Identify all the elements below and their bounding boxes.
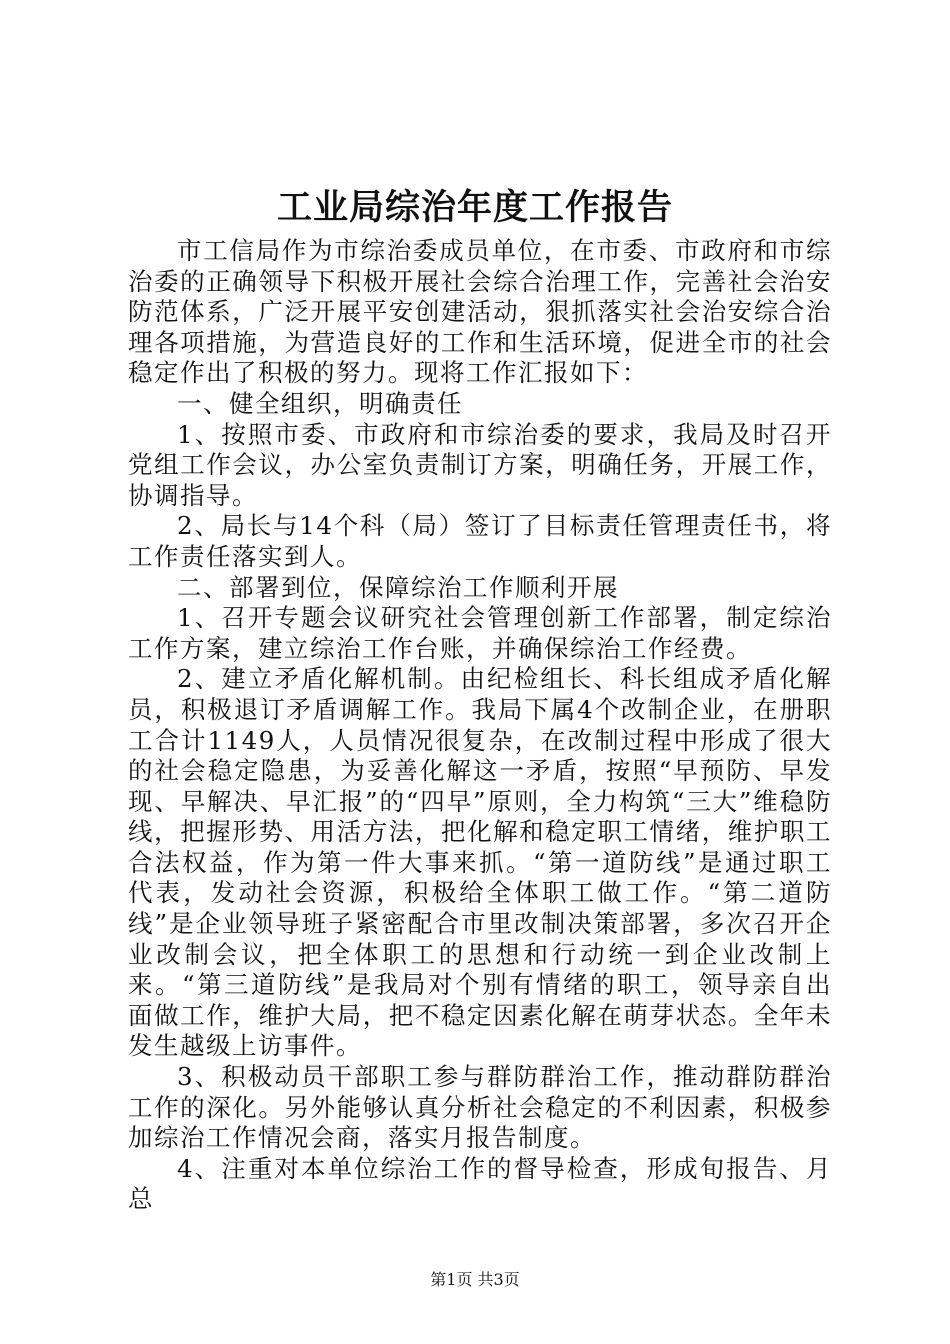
paragraph-2-2: 2、建立矛盾化解机制。由纪检组长、科长组成矛盾化解员，积极退订矛盾调解工作。我局下属4个改制企业，在册职工合计1149人，人员情况很复杂，在改制过程中形成了很大的社会稳定隐患，为妥善化解这一矛盾，按照“早预防、早发现、早解决、早汇报”的“四早”原则，全力构筑“三大”维稳防线，把握形势、用活方法，把化解和稳定职工情绪，维护职工合法权益，作为第一件大事来抓。“第一道防线”是通过职工代表，发动社会资源，积极给全体职工做工作。“第二道防线”是企业领导班子紧密配合市里改制决策部署，多次召开企业改制会议，把全体职工的思想和行动统一到企业改制上来。“第三道防线”是我局对个别有情绪的职工，领导亲自出面做工作，维护大局，把不稳定因素化解在萌芽状态。全年未发生越级上访事件。 <box>128 664 832 1061</box>
section-heading-1: 一、健全组织，明确责任 <box>177 388 463 418</box>
document-body <box>128 236 832 1215</box>
paragraph-2-1: 1、召开专题会议研究社会管理创新工作部署，制定综治工作方案，建立综治工作台账，并确保综治工作经费。 <box>128 603 832 663</box>
section-heading-2: 二、部署到位，保障综治工作顺利开展 <box>177 572 619 602</box>
paragraph-2-3: 3、积极动员干部职工参与群防群治工作，推动群防群治工作的深化。另外能够认真分析社会稳定的不利因素，积极参加综治工作情况会商，落实月报告制度。 <box>128 1062 832 1153</box>
paragraph-1-1: 1、按照市委、市政府和市综治委的要求，我局及时召开党组工作会议，办公室负责制订方案，明确任务，开展工作，协调指导。 <box>128 419 832 510</box>
document-title: 工业局综治年度工作报告 <box>276 187 673 228</box>
paragraph-2-4: 4、注重对本单位综治工作的督导检查，形成旬报告、月总 <box>128 1153 832 1214</box>
page-footer: 第1页 共3页 <box>430 1270 520 1289</box>
paragraph-intro: 市工信局作为市综治委成员单位，在市委、市政府和市综治委的正确领导下积极开展社会综合治理工作，完善社会治安防范体系，广泛开展平安创建活动，狠抓落实社会治安综合治理各项措施，为营造良好的工作和生活环境，促进全市的社会稳定作出了积极的努力。现将工作汇报如下： <box>128 236 832 388</box>
paragraph-1-2: 2、局长与14个科（局）签订了目标责任管理责任书，将工作责任落实到人。 <box>128 511 832 571</box>
